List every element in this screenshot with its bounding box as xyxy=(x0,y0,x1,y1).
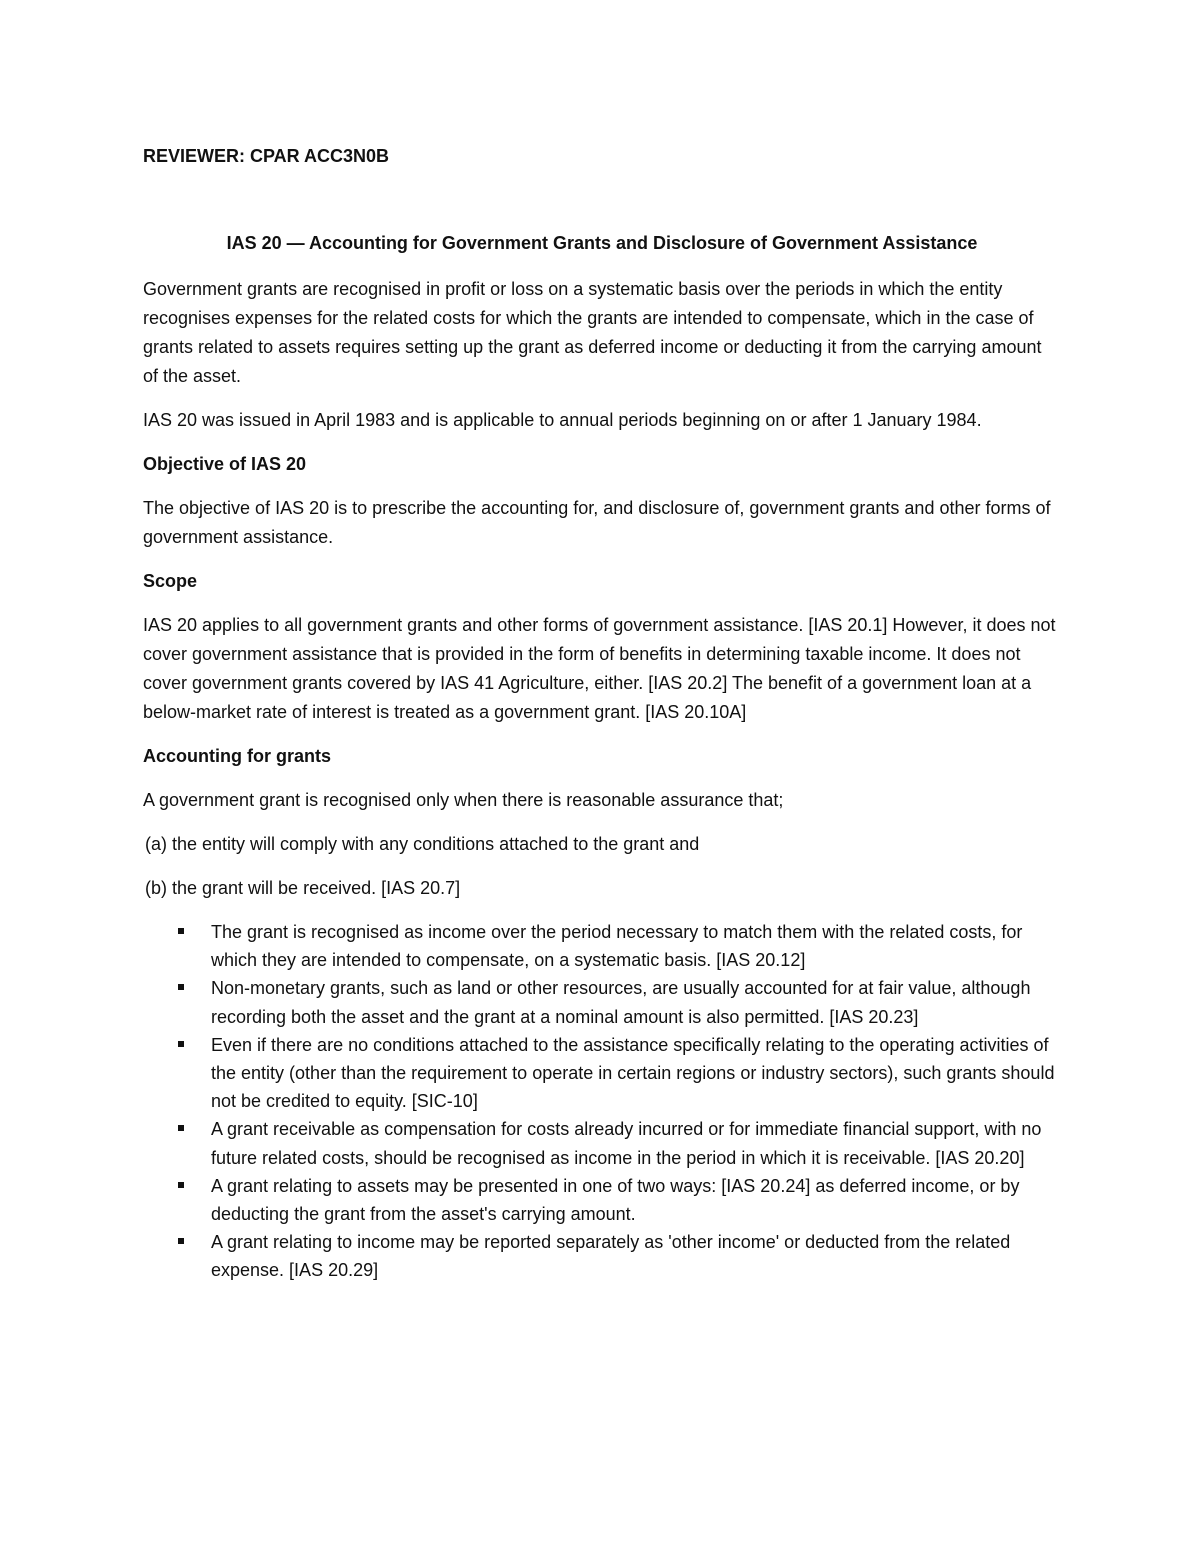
list-item xyxy=(143,1031,1063,1116)
list-item xyxy=(143,1115,1063,1171)
intro-paragraph: Government grants are recognised in profit or loss on a systematic basis over the periods in which the entity recognises expenses for the related costs for which the grants are intended to compensate, which in the case of grants related to assets requires setting up the grant as deferred income or deducting it from the carrying amount of the asset. xyxy=(143,279,1042,386)
list-item-text: The grant is recognised as income over the period necessary to match them with the related costs, for which they are intended to compensate, on a systematic basis. [IAS 20.12] xyxy=(211,922,1023,971)
issue-date-paragraph: IAS 20 was issued in April 1983 and is applicable to annual periods beginning on or after 1 January 1984. xyxy=(143,410,982,430)
accounting-heading: Accounting for grants xyxy=(143,746,331,766)
list-item-text: A grant relating to income may be reported separately as 'other income' or deducted from the related expense. [IAS 20.29] xyxy=(211,1232,1011,1281)
scope-paragraph: IAS 20 applies to all government grants and other forms of government assistance. [IAS 20.1] However, it does not cover government assistance that is provided in the form of benefits in determining taxable income. It does not cover government grants covered by IAS 41 Agriculture, either. [IAS 20.2] The benefit of a government loan at a below-market rate of interest is treated as a government grant. [IAS 20.10A] xyxy=(143,615,1056,722)
list-item-text: A grant relating to assets may be presented in one of two ways: [IAS 20.24] as deferred income, or by deducting the grant from the asset's carrying amount. xyxy=(211,1175,1020,1225)
recognition-lead: A government grant is recognised only when there is reasonable assurance that; xyxy=(143,790,784,810)
list-item xyxy=(143,1172,1063,1228)
list-item-text: Even if there are no conditions attached to the assistance specifically relating to the operating activities of the entity (other than the requirement to operate in certain regions or industry sectors), such grants should not be credited to equity. [SIC-10] xyxy=(211,1034,1055,1112)
list-item xyxy=(143,1228,1063,1284)
document-body xyxy=(143,275,1061,1285)
square-bullet-icon xyxy=(178,1182,184,1188)
list-item-text: Non-monetary grants, such as land or other resources, are usually accounted for at fair value, although recording both the asset and the grant at a nominal amount is also permitted. [IAS 20.23] xyxy=(211,978,1031,1027)
square-bullet-icon xyxy=(178,1125,184,1131)
list-item xyxy=(143,918,1063,974)
square-bullet-icon xyxy=(178,1238,184,1244)
document-title: IAS 20 — Accounting for Government Grants and Disclosure of Government Assistance xyxy=(226,233,978,253)
condition-a: (a) the entity will comply with any conditions attached to the grant and xyxy=(145,834,700,854)
square-bullet-icon xyxy=(178,928,184,934)
list-item xyxy=(143,974,1063,1030)
objective-heading: Objective of IAS 20 xyxy=(143,454,307,474)
square-bullet-icon xyxy=(178,984,184,990)
scope-heading: Scope xyxy=(143,571,198,591)
list-item-text: A grant receivable as compensation for costs already incurred or for immediate financial support, with no future related costs, should be recognised as income in the period in which it is receivable. [IAS 20.20] xyxy=(211,1119,1042,1168)
grant-rules-list xyxy=(143,918,1061,1285)
condition-b: (b) the grant will be received. [IAS 20.7] xyxy=(145,878,461,898)
square-bullet-icon xyxy=(178,1041,184,1047)
reviewer-label: REVIEWER: CPAR ACC3N0B xyxy=(143,146,390,166)
objective-paragraph: The objective of IAS 20 is to prescribe the accounting for, and disclosure of, government grants and other forms of government assistance. xyxy=(143,498,1051,547)
